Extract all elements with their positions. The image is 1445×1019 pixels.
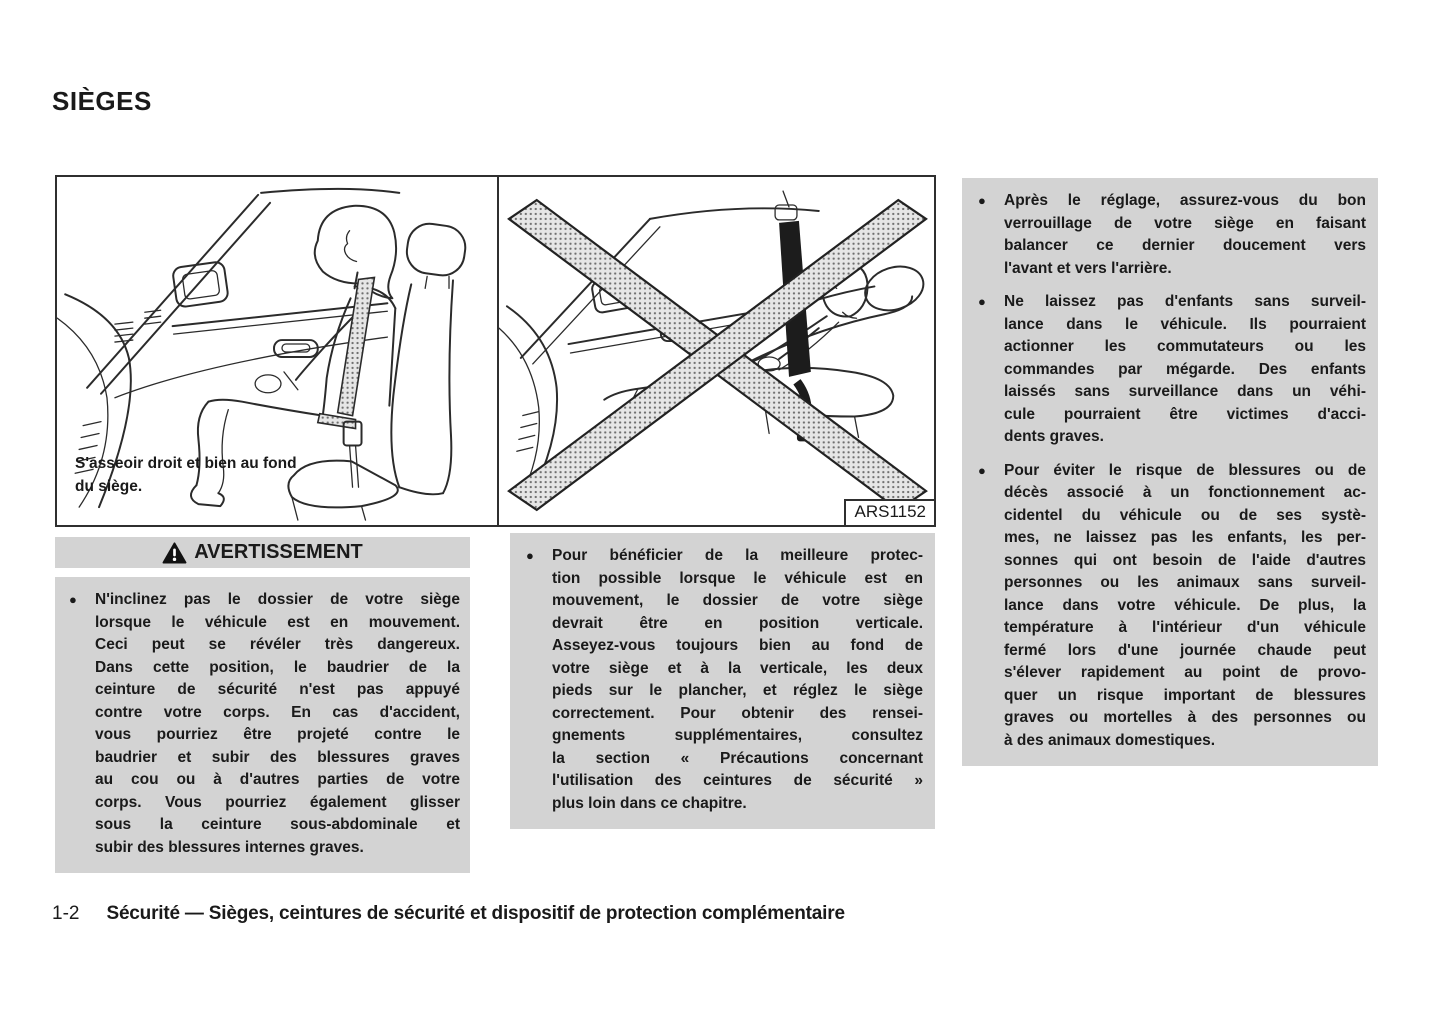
figure-caption: S'asseoir droit et bien au fond du siège.	[75, 455, 297, 495]
middle-column	[510, 533, 935, 829]
bullet-icon: ●	[69, 592, 77, 607]
figure-panel-correct-posture	[57, 177, 499, 525]
warning-title: AVERTISSEMENT	[194, 541, 363, 563]
warning-header	[55, 537, 470, 568]
warning-bullet	[524, 545, 923, 815]
warning-section	[55, 537, 470, 873]
warning-bullet	[67, 589, 460, 859]
reclined-seat-crossed-out-illustration	[499, 177, 934, 525]
figure-code: ARS1152	[844, 499, 934, 525]
warning-bullet-text: N'inclinez pas le dossier de votre siège lorsque le véhicule est en mouvement. Ceci peut se révéler très dangereux. Dans cette position, le baudrier de la ceinture de sécurité n'est pas appuyé contre votre corps. En cas d'accident, vous pourriez être projeté contre le baudrier et subir des blessures graves au cou ou à d'autres parties de votre corps. Vous pourriez également glisser sous la ceinture sous-abdominale et subir des blessures internes graves.	[95, 591, 460, 856]
footer-page-number: 1-2	[52, 903, 80, 924]
figure-panel-reclined-prohibited	[499, 177, 934, 525]
warning-triangle-icon	[162, 542, 187, 564]
warning-bullet	[976, 460, 1366, 753]
bullet-icon: ●	[526, 548, 534, 563]
footer-chapter-title: Sécurité — Sièges, ceintures de sécurité et dispositif de protection complémentaire	[106, 903, 845, 924]
bullet-icon: ●	[978, 294, 986, 309]
right-column	[962, 178, 1378, 766]
warning-bullet	[976, 291, 1366, 449]
bullet-icon: ●	[978, 193, 986, 208]
warning-body	[55, 577, 470, 873]
warning-bullet-text: Après le réglage, assurez-vous du bon verrouillage de votre siège en faisant balancer ce dernier doucement vers l'avant et vers l'arrière.	[1004, 192, 1366, 277]
warning-bullet-text: Pour bénéficier de la meilleure protec- tion possible lorsque le véhicule est en mouvement, le dossier de votre siège devrait être en position verticale. Asseyez-vous toujours bien au fond de votre siège et à la verticale, les deux pieds sur le plancher, et réglez le siège correctement. Pour obtenir des rensei- gnements supplémentaires, consultez la section « Précautions concernant l'utilisation des ceintures de sécurité » plus loin dans ce chapitre.	[552, 547, 923, 812]
bullet-icon: ●	[978, 462, 986, 478]
warning-bullet-text: Ne laissez pas d'enfants sans surveil- lance dans le véhicule. Ils pourraient actionner les commutateurs ou les commandes par mégarde. Des enfants laissés sans surveillance dans un véhi- cule pourraient être victimes d'acci- dents graves.	[1004, 293, 1366, 445]
page-footer	[52, 903, 845, 925]
page-title: SIÈGES	[52, 86, 152, 116]
warning-bullet-text: Pour éviter le risque de blessures ou de décès associé à un fonctionnement ac- cidentel du véhicule ou de ses systè- mes, ne laissez pas les enfants, les per- sonnes qui ont besoin de l'aide d'autres personnes ou les animaux sans surveil- lance dans votre véhicule. De plus, la température à l'intérieur d'un véhicule fermé lors d'une journée chaude peut s'élever rapidement au point de provo- quer un risque important de blessures graves ou mortelles à des personnes ou à des animaux domestiques.	[1004, 461, 1366, 749]
figure-box	[55, 175, 936, 527]
warning-bullet	[976, 190, 1366, 280]
